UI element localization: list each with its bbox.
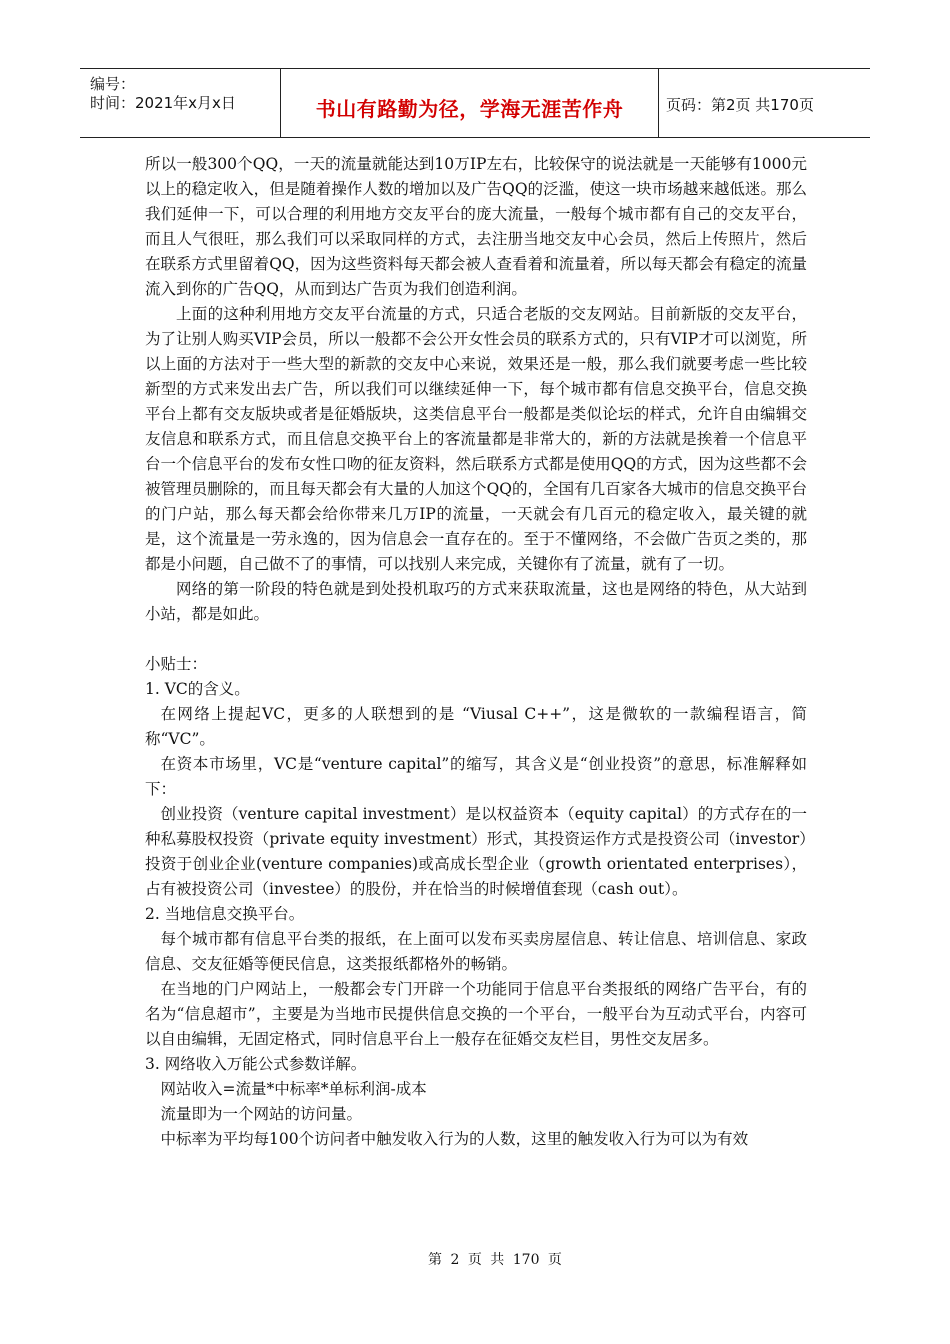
document-header: [80, 68, 870, 138]
paragraph: 创业投资（venture capital investment）是以权益资本（equity capital）的方式存在的一种私募股权投资（private equity investment）形式，其投资运作方式是投资公司（investor）投资于创业企业(venture companies)或高成长型企业（growth orientated enterprises），占有被投资公司（investee）的股份，并在恰当的时候增值套现（cash out）。: [145, 805, 807, 898]
paragraph: 1. VC的含义。: [145, 680, 250, 698]
paragraph: 上面的这种利用地方交友平台流量的方式，只适合老版的交友网站。目前新版的交友平台，为了让别人购买VIP会员，所以一般都不会公开女性会员的联系方式的，只有VIP才可以浏览，所以上面的方法对于一些大型的新款的交友中心来说，效果还是一般，那么我们就要考虑一些比较新型的方式来发出去广告，所以我们可以继续延伸一下，每个城市都有信息交换平台，信息交换平台上都有交友版块或者是征婚版块，这类信息平台一般都是类似论坛的样式，允许自由编辑交友信息和联系方式，而且信息交换平台上的客流量都是非常大的，新的方法就是挨着一个信息平台一个信息平台的发布女性口吻的征友资料，然后联系方式都是使用QQ的方式，因为这些都不会被管理员删除的，而且每天都会有大量的人加这个QQ的，全国有几百家各大城市的信息交换平台的门户站，那么每天都会给你带来几万IP的流量，一天就会有几百元的稳定收入，最关键的就是，这个流量是一劳永逸的，因为信息会一直存在的。至于不懂网络，不会做广告页之类的，那都是小问题，自己做不了的事情，可以找别人来完成，关键你有了流量，就有了一切。: [145, 305, 807, 573]
paragraph: 所以一般300个QQ，一天的流量就能达到10万IP左右，比较保守的说法就是一天能够有1000元以上的稳定收入，但是随着操作人数的增加以及广告QQ的泛滥，使这一块市场越来越低迷。那么我们延伸一下，可以合理的利用地方交友平台的庞大流量，一般每个城市都有自己的交友平台，而且人气很旺，那么我们可以采取同样的方式，去注册当地交友中心会员，然后上传照片，然后在联系方式里留着QQ，因为这些资料每天都会被人查看着和流量着，所以每天都会有稳定的流量流入到你的广告QQ，从而到达广告页为我们创造利润。: [145, 155, 807, 298]
paragraph: 流量即为一个网站的访问量。: [160, 1105, 363, 1123]
header-page-info: 页码：第2页 共170页: [666, 96, 814, 114]
paragraph: 小贴士：: [145, 655, 208, 673]
paragraph: 2. 当地信息交换平台。: [145, 905, 305, 923]
paragraph: 网站收入=流量*中标率*单标利润-成本: [160, 1080, 427, 1098]
paragraph: 3. 网络收入万能公式参数详解。: [145, 1055, 367, 1073]
time-label: 时间：2021年x月x日: [90, 94, 236, 112]
motto: 书山有路勤为径，学海无涯苦作舟: [315, 97, 624, 121]
number-label: 编号：: [90, 75, 136, 93]
paragraph: 在资本市场里，VC是“venture capital”的缩写，其含义是“创业投资”的意思，标准解释如下：: [145, 755, 807, 798]
paragraph: 网络的第一阶段的特色就是到处投机取巧的方式来获取流量，这也是网络的特色，从大站到小站，都是如此。: [145, 580, 807, 623]
paragraph: 在当地的门户网站上，一般都会专门开辟一个功能同于信息平台类报纸的网络广告平台，有的名为“信息超市”，主要是为当地市民提供信息交换的一个平台，一般平台为互动式平台，内容可以自由编辑，无固定格式，同时信息平台上一般存在征婚交友栏目，男性交友居多。: [145, 980, 807, 1048]
header-page-cell: [659, 69, 870, 137]
paragraph: 每个城市都有信息平台类的报纸，在上面可以发布买卖房屋信息、转让信息、培训信息、家政信息、交友征婚等便民信息，这类报纸都格外的畅销。: [145, 930, 807, 973]
page-footer: [0, 1249, 950, 1269]
paragraph: 中标率为平均每100个访问者中触发收入行为的人数，这里的触发收入行为可以为有效: [160, 1130, 749, 1148]
header-motto-cell: [281, 69, 659, 137]
document-body: [145, 152, 807, 1152]
header-meta-cell: [80, 69, 281, 137]
footer-page-number: 第 2 页 共 170 页: [428, 1252, 562, 1268]
paragraph: 在网络上提起VC，更多的人联想到的是 “Viusal C++”，这是微软的一款编程语言，简称“VC”。: [145, 705, 807, 748]
blank-line: [145, 627, 807, 652]
